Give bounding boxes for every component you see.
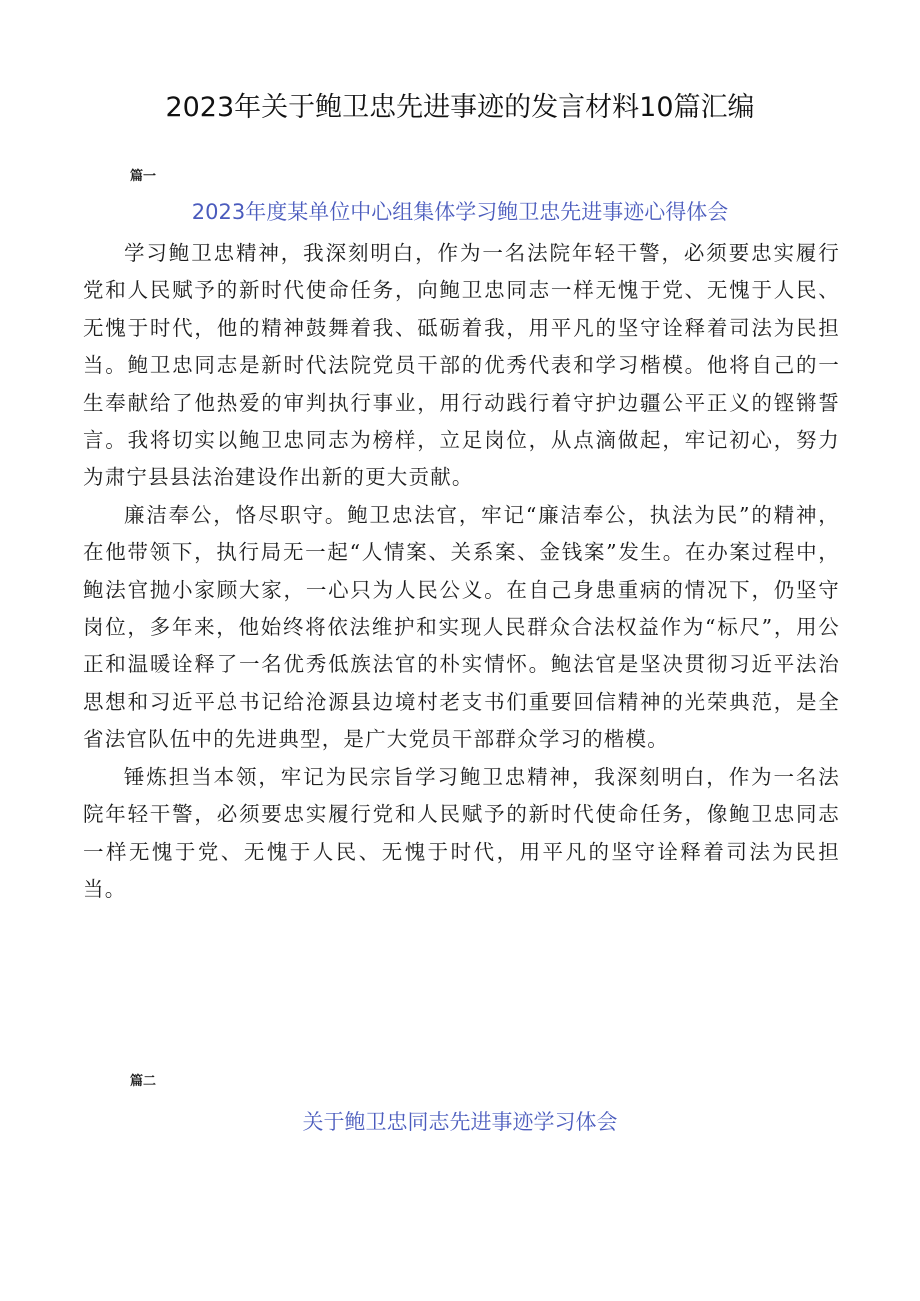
section-heading-1: 2023年度某单位中心组集体学习鲍卫忠先进事迹心得体会	[191, 200, 729, 224]
section-heading-2: 关于鲍卫忠同志先进事迹学习体会	[302, 1110, 618, 1134]
section-label-2: 篇二	[130, 1074, 157, 1089]
document-title: 2023年关于鲍卫忠先进事迹的发言材料10篇汇编	[165, 92, 755, 123]
paragraph-2: 廉洁奉公，恪尽职守。鲍卫忠法官，牢记“廉洁奉公，执法为民”的精神，在他带领下，执行局无一起“人情案、关系案、金钱案”发生。在办案过程中，鲍法官抛小家顾大家，一心只为人民公义。在自己身患重病的情况下，仍坚守岗位，多年来，他始终将依法维护和实现人民群众合法权益作为“标尺”，用公正和温暖诠释了一名优秀低族法官的朴实情怀。鲍法官是坚决贯彻习近平法治思想和习近平总书记给沧源县边境村老支书们重要回信精神的光荣典范，是全省法官队伍中的先进典型，是广大党员干部群众学习的楷模。	[83, 502, 840, 752]
paragraph-1: 学习鲍卫忠精神，我深刻明白，作为一名法院年轻干警，必须要忠实履行党和人民赋予的新时代使命任务，向鲍卫忠同志一样无愧于党、无愧于人民、无愧于时代，他的精神鼓舞着我、砥砺着我，用平凡的坚守诠释着司法为民担当。鲍卫忠同志是新时代法院党员干部的优秀代表和学习楷模。他将自己的一生奉献给了他热爱的审判执行事业，用行动践行着守护边疆公平正义的铿锵誓言。我将切实以鲍卫忠同志为榜样，立足岗位，从点滴做起，牢记初心，努力为肃宁县县法治建设作出新的更大贡献。	[83, 241, 840, 490]
section-body-1	[83, 235, 840, 908]
section-label-1: 篇一	[130, 169, 157, 184]
paragraph-3: 锤炼担当本领，牢记为民宗旨学习鲍卫忠精神，我深刻明白，作为一名法院年轻干警，必须要忠实履行党和人民赋予的新时代使命任务，像鲍卫忠同志一样无愧于党、无愧于人民、无愧于时代，用平凡的坚守诠释着司法为民担当。	[83, 764, 840, 901]
